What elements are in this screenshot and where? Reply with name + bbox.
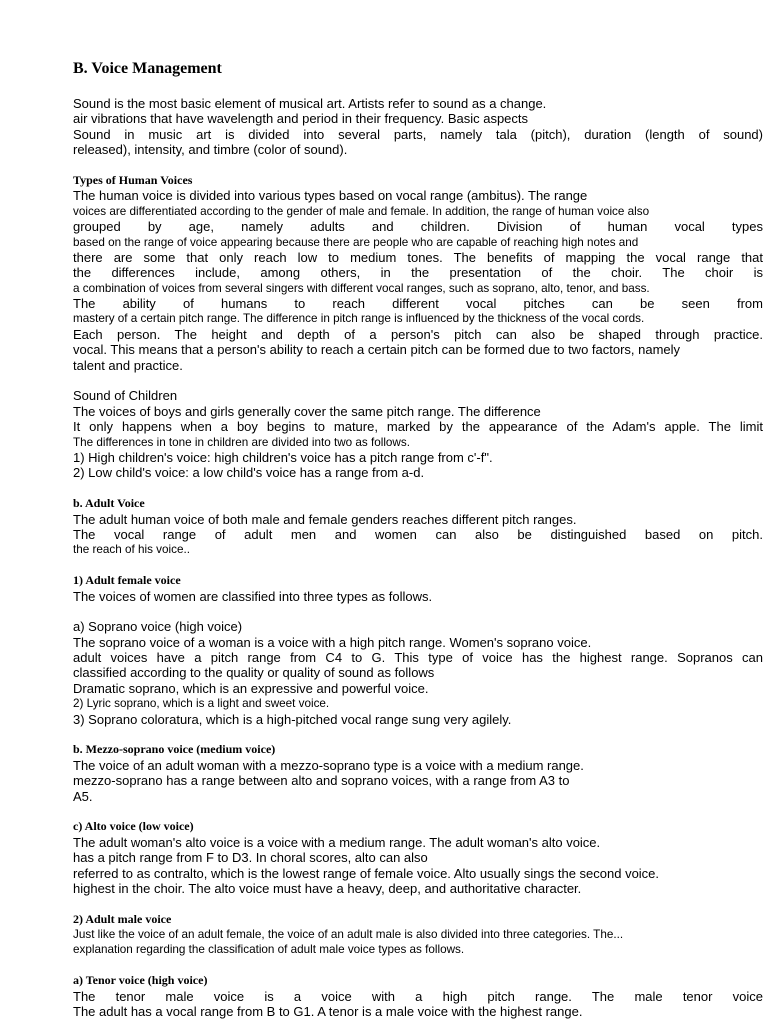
subheading: b. Adult Voice [73,496,145,511]
subheading: b. Mezzo-soprano voice (medium voice) [73,742,276,757]
text-line: The differences in tone in children are divided into two as follows. [73,435,410,449]
text-line: there are some that only reach low to medium tones. The benefits of mapping the vocal range that [73,249,763,265]
text-line: a) Soprano voice (high voice) [73,619,243,635]
paragraph [73,742,763,804]
text-line: Dramatic soprano, which is an expressive and powerful voice. [73,680,429,696]
paragraph-gap [73,896,763,911]
paragraph-gap [73,804,763,819]
text-line: The human voice is divided into various types based on vocal range (ambitus). The range [73,188,588,204]
text-line: Just like the voice of an adult female, the voice of an adult male is also divided into three categories. The... [73,928,624,942]
text-line: highest in the choir. The alto voice must have a heavy, deep, and authoritative character. [73,880,582,896]
text-line: The voices of boys and girls generally cover the same pitch range. The difference [73,403,541,419]
text-line: The voices of women are classified into three types as follows. [73,588,433,604]
text-line: 2) Lyric soprano, which is a light and sweet voice. [73,697,330,711]
paragraph [73,388,763,480]
paragraph [73,496,763,558]
paragraph-gap [73,727,763,742]
paragraph-gap [73,558,763,573]
subheading: Types of Human Voices [73,172,193,187]
text-line: Sound is the most basic element of musical art. Artists refer to sound as a change. [73,96,547,111]
text-line: classified according to the quality or quality of sound as follows [73,665,435,681]
document-page [73,58,763,1019]
paragraph [73,819,763,896]
text-line: Sound of Children [73,388,178,404]
text-line: based on the range of voice appearing because there are people who are capable of reaching high notes and [73,235,639,249]
paragraph-gap [73,158,763,173]
text-line: voices are differentiated according to the gender of male and female. In addition, the range of human voice also [73,204,650,218]
document-body [73,96,763,1019]
paragraph-gap [73,373,763,388]
text-line: The adult woman's alto voice is a voice with a medium range. The adult woman's alto voice. [73,834,601,850]
text-line: released), intensity, and timbre (color of sound). [73,142,348,158]
text-line: It only happens when a boy begins to mature, marked by the appearance of the Adam's apple. The limit [73,419,763,435]
text-line: The voice of an adult woman with a mezzo-soprano type is a voice with a medium range. [73,757,584,773]
text-line: The adult human voice of both male and female genders reaches different pitch ranges. [73,511,577,527]
text-line: The soprano voice of a woman is a voice with a high pitch range. Women's soprano voice. [73,634,592,650]
text-line: has a pitch range from F to D3. In choral scores, alto can also [73,850,428,866]
subheading: c) Alto voice (low voice) [73,819,194,834]
paragraph [73,173,763,373]
text-line: air vibrations that have wavelength and period in their frequency. Basic aspects [73,111,529,127]
paragraph [73,973,763,1019]
text-line: The tenor male voice is a voice with a high pitch range. The male tenor voice [73,988,763,1004]
text-line: mezzo-soprano has a range between alto and soprano voices, with a range from A3 to [73,773,570,789]
paragraph [73,573,763,604]
paragraph-gap [73,604,763,619]
section-title: B. Voice Management [73,60,222,77]
paragraph-gap [73,481,763,496]
text-line: Each person. The height and depth of a person's pitch can also be shaped through practice. [73,326,763,342]
text-line: vocal. This means that a person's ability to reach a certain pitch can be formed due to two factors, namely [73,342,681,358]
paragraph [73,619,763,727]
text-line: The ability of humans to reach different vocal pitches can be seen from [73,296,763,312]
text-line: the reach of his voice.. [73,543,190,557]
text-line: referred to as contralto, which is the lowest range of female voice. Alto usually sings the second voice. [73,865,660,881]
paragraph [73,912,763,958]
text-line: mastery of a certain pitch range. The difference in pitch range is influenced by the thickness of the vocal cords. [73,312,645,326]
text-line: talent and practice. [73,357,183,373]
text-line: The adult has a vocal range from B to G1. A tenor is a male voice with the highest range. [73,1004,583,1020]
subheading: 1) Adult female voice [73,573,181,588]
text-line: a combination of voices from several singers with different vocal ranges, such as soprano, alto, tenor, and bass. [73,281,650,295]
text-line: 1) High children's voice: high children's voice has a pitch range from c'-f". [73,449,493,465]
subheading: 2) Adult male voice [73,911,172,926]
text-line: A5. [73,788,93,804]
text-line: explanation regarding the classification of adult male voice types as follows. [73,943,465,957]
text-line: adult voices have a pitch range from C4 to G. This type of voice has the highest range. Sopranos can [73,650,763,666]
text-line: grouped by age, namely adults and children. Division of human vocal types [73,219,763,235]
text-line: 3) Soprano coloratura, which is a high-pitched vocal range sung very agilely. [73,711,512,727]
text-line: The vocal range of adult men and women can also be distinguished based on pitch. [73,526,763,542]
text-line: the differences include, among others, in the presentation of the choir. The choir is [73,265,763,281]
subheading: a) Tenor voice (high voice) [73,973,208,988]
paragraph-gap [73,958,763,973]
text-line: 2) Low child's voice: a low child's voice has a range from a-d. [73,465,425,481]
paragraph [73,96,763,158]
text-line: Sound in music art is divided into several parts, namely tala (pitch), duration (length of sound) [73,126,763,142]
